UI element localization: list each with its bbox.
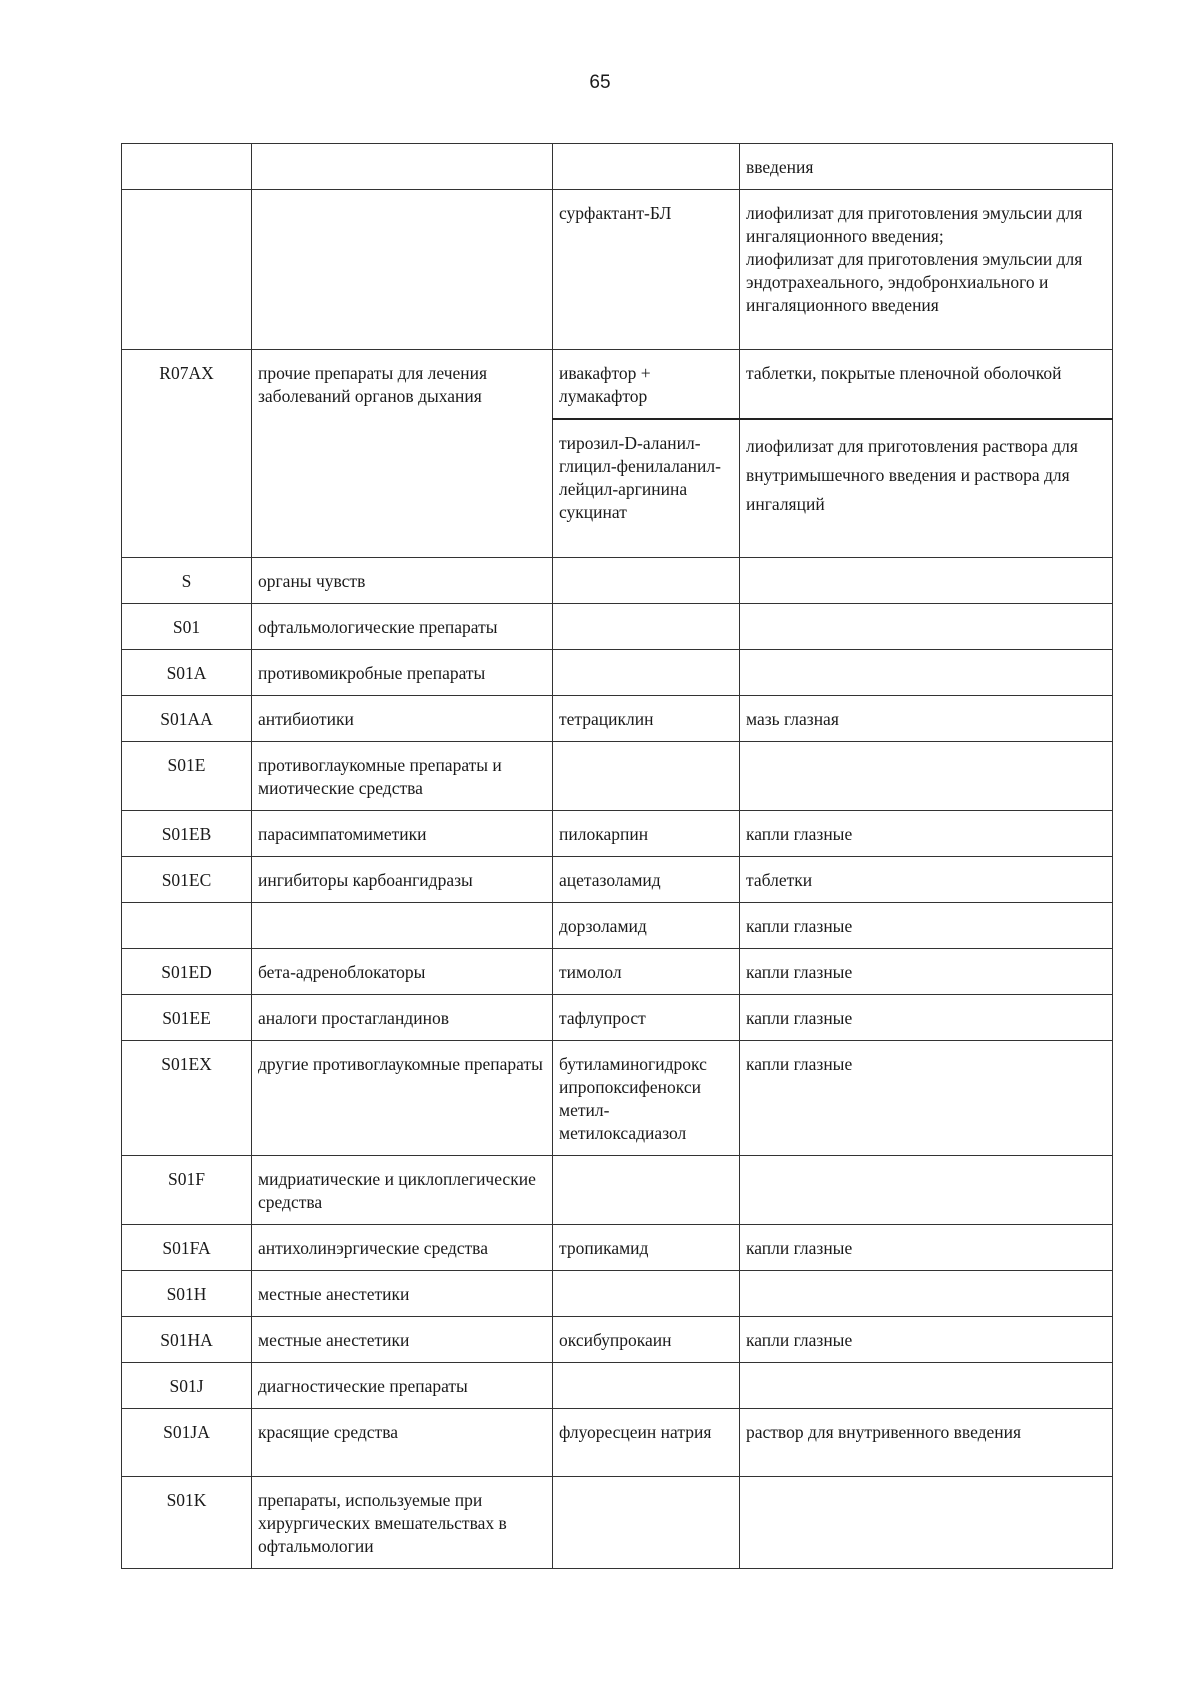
dosage-form-cell: мазь глазная [740,695,1113,741]
drug-name-cell [553,144,740,190]
dosage-form-cell [740,603,1113,649]
drug-name-cell: флуоресцеин натрия [553,1408,740,1476]
group-name-cell: местные анестетики [252,1316,553,1362]
drug-name-cell: тафлупрост [553,994,740,1040]
group-name-cell [252,144,553,190]
table-row [122,1270,1113,1316]
table-row [122,557,1113,603]
drug-name-cell: тирозил-D-аланил-глицил-фенилаланил-лейцил-аргинина сукцинат [553,419,740,557]
atc-code-cell: R07AX [122,350,252,558]
dosage-form-cell: таблетки, покрытые пленочной оболочкой [740,350,1113,420]
group-name-cell: мидриатические и циклоплегические средства [252,1155,553,1224]
table-row [122,144,1113,190]
table-row [122,994,1113,1040]
drug-name-cell: сурфактант-БЛ [553,190,740,350]
table-row [122,902,1113,948]
table-row [122,350,1113,420]
atc-code-cell: S01HA [122,1316,252,1362]
table-row [122,1362,1113,1408]
drug-name-cell [553,557,740,603]
group-name-cell [252,902,553,948]
drug-name-cell [553,1155,740,1224]
group-name-cell: ингибиторы карбоангидразы [252,856,553,902]
atc-code-cell [122,190,252,350]
table-row [122,810,1113,856]
table-row [122,649,1113,695]
drug-name-cell: оксибупрокаин [553,1316,740,1362]
medication-table [121,143,1113,1569]
dosage-form-cell [740,649,1113,695]
page-number: 65 [589,72,611,93]
table-row [122,190,1113,350]
group-name-cell: противомикробные препараты [252,649,553,695]
atc-code-cell: S [122,557,252,603]
group-name-cell: прочие препараты для лечения заболеваний органов дыхания [252,350,553,558]
group-name-cell: диагностические препараты [252,1362,553,1408]
atc-code-cell: S01JA [122,1408,252,1476]
table-row [122,1476,1113,1568]
group-name-cell: препараты, используемые при хирургических вмешательствах в офтальмологии [252,1476,553,1568]
table-row [122,1316,1113,1362]
table-row [122,741,1113,810]
drug-name-cell [553,1270,740,1316]
group-name-cell: антихолинэргические средства [252,1224,553,1270]
group-name-cell: бета-адреноблокаторы [252,948,553,994]
drug-name-cell [553,1476,740,1568]
atc-code-cell: S01J [122,1362,252,1408]
table-row [122,1224,1113,1270]
table-row [122,1040,1113,1155]
drug-name-cell: тимолол [553,948,740,994]
dosage-form-cell: капли глазные [740,902,1113,948]
group-name-cell: антибиотики [252,695,553,741]
group-name-cell: парасимпатомиметики [252,810,553,856]
group-name-cell: местные анестетики [252,1270,553,1316]
dosage-form-cell [740,1476,1113,1568]
atc-code-cell: S01K [122,1476,252,1568]
atc-code-cell: S01AA [122,695,252,741]
dosage-form-cell: лиофилизат для приготовления раствора для внутримышечного введения и раствора для ингаляций [740,419,1113,557]
drug-name-cell [553,649,740,695]
drug-name-cell [553,603,740,649]
dosage-form-cell: капли глазные [740,1224,1113,1270]
drug-name-cell: пилокарпин [553,810,740,856]
dosage-form-cell: капли глазные [740,994,1113,1040]
atc-code-cell: S01H [122,1270,252,1316]
table-row [122,1155,1113,1224]
dosage-form-cell: введения [740,144,1113,190]
drug-name-cell: бутиламиногидрокс ипропоксифенокси метил- метилоксадиазол [553,1040,740,1155]
atc-code-cell: S01F [122,1155,252,1224]
group-name-cell: органы чувств [252,557,553,603]
dosage-form-cell: капли глазные [740,1316,1113,1362]
atc-code-cell: S01EX [122,1040,252,1155]
table-row [122,603,1113,649]
group-name-cell: офтальмологические препараты [252,603,553,649]
atc-code-cell: S01E [122,741,252,810]
dosage-form-cell [740,741,1113,810]
drug-name-cell [553,741,740,810]
drug-name-cell: дорзоламид [553,902,740,948]
atc-code-cell [122,144,252,190]
dosage-form-cell [740,1362,1113,1408]
dosage-form-cell: раствор для внутривенного введения [740,1408,1113,1476]
atc-code-cell: S01EB [122,810,252,856]
atc-code-cell: S01A [122,649,252,695]
drug-name-cell: ивакафтор + лумакафтор [553,350,740,420]
group-name-cell [252,190,553,350]
dosage-form-cell: капли глазные [740,948,1113,994]
group-name-cell: другие противоглаукомные препараты [252,1040,553,1155]
table-row [122,948,1113,994]
table-row [122,695,1113,741]
dosage-form-cell: лиофилизат для приготовления эмульсии для ингаляционного введения; лиофилизат для приготовления эмульсии для эндотрахеального, эндобронхиального и ингаляционного введения [740,190,1113,350]
dosage-form-cell [740,557,1113,603]
atc-code-cell: S01FA [122,1224,252,1270]
table-row [122,1408,1113,1476]
drug-name-cell: ацетазоламид [553,856,740,902]
dosage-form-cell: капли глазные [740,810,1113,856]
group-name-cell: красящие средства [252,1408,553,1476]
drug-name-cell [553,1362,740,1408]
atc-code-cell: S01EC [122,856,252,902]
dosage-form-cell: капли глазные [740,1040,1113,1155]
drug-name-cell: тропикамид [553,1224,740,1270]
atc-code-cell: S01 [122,603,252,649]
atc-code-cell: S01ED [122,948,252,994]
table-row [122,856,1113,902]
dosage-form-cell: таблетки [740,856,1113,902]
drug-name-cell: тетрациклин [553,695,740,741]
atc-code-cell: S01EE [122,994,252,1040]
group-name-cell: аналоги простагландинов [252,994,553,1040]
group-name-cell: противоглаукомные препараты и миотические средства [252,741,553,810]
dosage-form-cell [740,1155,1113,1224]
atc-code-cell [122,902,252,948]
dosage-form-cell [740,1270,1113,1316]
